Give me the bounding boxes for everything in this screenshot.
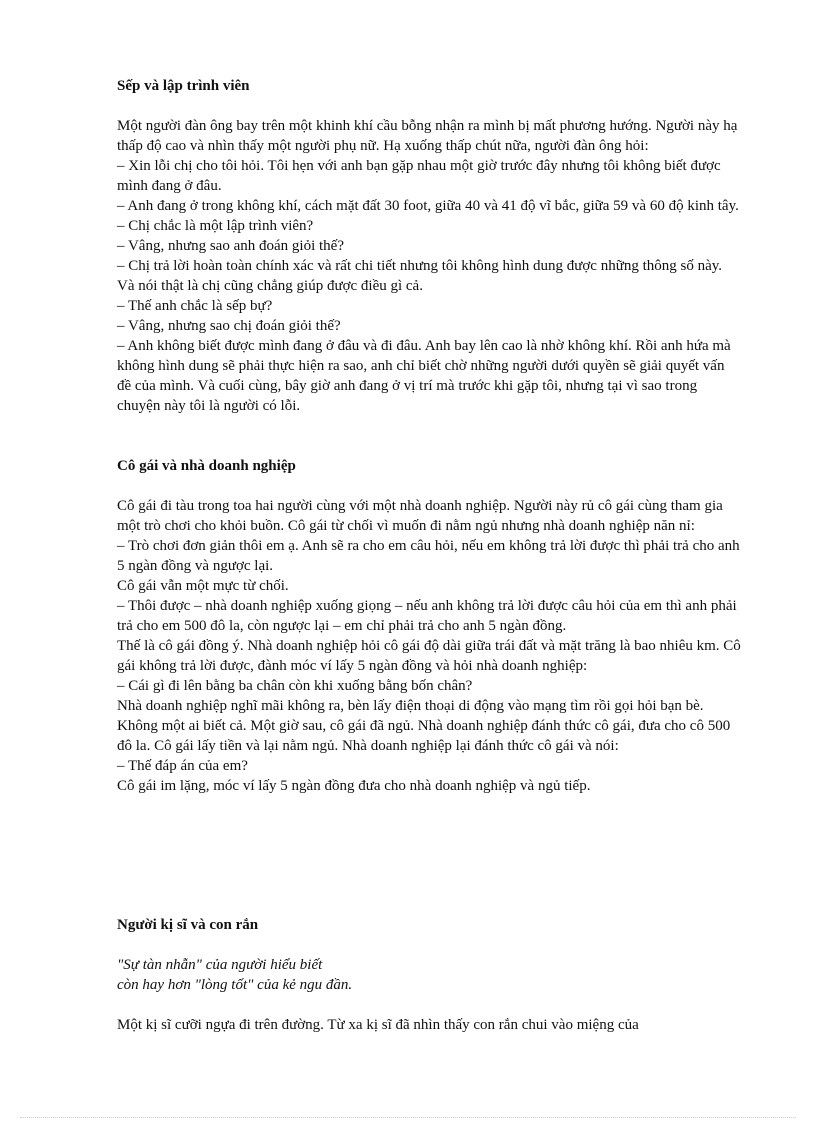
paragraph: – Anh không biết được mình đang ở đâu và đi đâu. Anh bay lên cao là nhờ không khí. Rồi anh hứa mà không hình dung sẽ phải thực hiện ra sao, anh chỉ biết chờ những người dưới quyền sẽ giải quyết vấn đề của mình. Và cuối cùng, bây giờ anh đang ở vị trí mà trước khi gặp tôi, nhưng tại vì sao trong chuyện này tôi là người có lỗi.: [117, 338, 731, 414]
section-3: [117, 915, 742, 935]
paragraph: – Cái gì đi lên bằng ba chân còn khi xuống bằng bốn chân?: [117, 678, 473, 694]
section-3-title: Người kị sĩ và con rắn: [117, 917, 259, 933]
paragraph: – Vâng, nhưng sao anh đoán giỏi thế?: [117, 238, 344, 254]
section-3-quote: [117, 955, 742, 995]
paragraph: – Thôi được – nhà doanh nghiệp xuống giọng – nếu anh không trả lời được câu hỏi của em thì anh phải trả cho em 500 đô la, còn ngược lại – em chỉ phải trả cho anh 5 ngàn đồng.: [117, 598, 737, 634]
paragraph: Nhà doanh nghiệp nghĩ mãi không ra, bèn lấy điện thoại di động vào mạng tìm rồi gọi hỏi bạn bè. Không một ai biết cả. Một giờ sau, cô gái đã ngủ. Nhà doanh nghiệp đánh thức cô gái, đưa cho cô 500 đô la. Cô gái lấy tiền và lại nằm ngủ. Nhà doanh nghiệp lại đánh thức cô gái và nói:: [117, 698, 731, 754]
paragraph: – Thế đáp án của em?: [117, 758, 248, 774]
paragraph: Thế là cô gái đồng ý. Nhà doanh nghiệp hỏi cô gái độ dài giữa trái đất và mặt trăng là bao nhiêu km. Cô gái không trả lời được, đành móc ví lấy 5 ngàn đồng và hỏi nhà doanh nghiệp:: [117, 638, 741, 674]
quote-line: "Sự tàn nhẫn" của người hiểu biết: [117, 957, 323, 973]
paragraph: Một kị sĩ cưỡi ngựa đi trên đường. Từ xa kị sĩ đã nhìn thấy con rắn chui vào miệng của: [117, 1017, 639, 1033]
paragraph: Một người đàn ông bay trên một khinh khí cầu bỗng nhận ra mình bị mất phương hướng. Người này hạ thấp độ cao và nhìn thấy một người phụ nữ. Hạ xuống thấp chút nữa, người đàn ông hỏi:: [117, 118, 738, 154]
section-1: [117, 76, 742, 96]
paragraph: – Thế anh chắc là sếp bự?: [117, 298, 273, 314]
section-2: [117, 456, 742, 476]
paragraph: – Vâng, nhưng sao chị đoán giỏi thế?: [117, 318, 341, 334]
section-1-title: Sếp và lập trình viên: [117, 78, 250, 94]
quote-line: còn hay hơn "lòng tốt" của kẻ ngu đần.: [117, 977, 353, 993]
paragraph: – Xin lỗi chị cho tôi hỏi. Tôi hẹn với anh bạn gặp nhau một giờ trước đây nhưng tôi không biết được mình đang ở đâu.: [117, 158, 721, 194]
page-bottom-divider: [20, 1117, 796, 1118]
paragraph: – Chị trả lời hoàn toàn chính xác và rất chi tiết nhưng tôi không hình dung được những thông số này. Và nói thật là chị cũng chẳng giúp được điều gì cả.: [117, 258, 723, 294]
paragraph: Cô gái đi tàu trong toa hai người cùng với một nhà doanh nghiệp. Người này rủ cô gái cùng tham gia một trò chơi cho khỏi buồn. Cô gái từ chối vì muốn đi nằm ngủ nhưng nhà doanh nghiệp năn nỉ:: [117, 498, 723, 534]
section-2-body: [117, 496, 742, 796]
paragraph: Cô gái im lặng, móc ví lấy 5 ngàn đồng đưa cho nhà doanh nghiệp và ngủ tiếp.: [117, 778, 591, 794]
paragraph: – Chị chắc là một lập trình viên?: [117, 218, 314, 234]
paragraph: Cô gái vẫn một mực từ chối.: [117, 578, 289, 594]
section-1-body: [117, 116, 742, 416]
section-2-title: Cô gái và nhà doanh nghiệp: [117, 458, 296, 474]
paragraph: – Anh đang ở trong không khí, cách mặt đất 30 foot, giữa 40 và 41 độ vĩ bắc, giữa 59 và 60 độ kinh tây.: [117, 198, 739, 214]
paragraph: – Trò chơi đơn giản thôi em ạ. Anh sẽ ra cho em câu hỏi, nếu em không trả lời được thì phải trả cho anh 5 ngàn đồng và ngược lại.: [117, 538, 740, 574]
section-3-body: [117, 1015, 742, 1035]
